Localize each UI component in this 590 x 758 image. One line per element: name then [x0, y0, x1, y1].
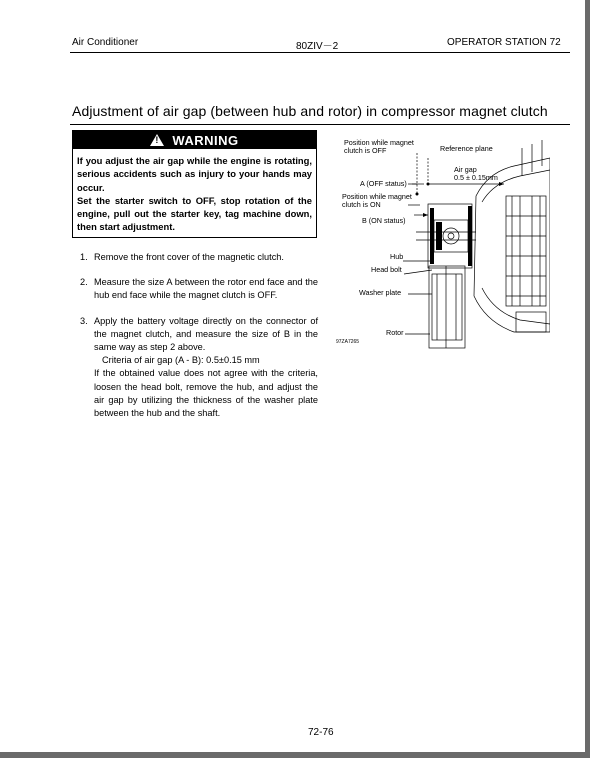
warning-body [73, 149, 316, 234]
warning-text-1: If you adjust the air gap while the engine is rotating, serious accidents such as injury to your hands may occur. [77, 155, 312, 193]
step-number: 2. [80, 277, 88, 288]
warning-title: WARNING [172, 132, 239, 148]
label-rotor: Rotor [386, 328, 404, 337]
header-chapter: OPERATOR STATION 72 [447, 37, 561, 48]
label-hub: Hub [390, 252, 404, 261]
step-2 [80, 276, 318, 302]
figure-code: 97ZA7265 [336, 339, 360, 345]
step-3 [80, 315, 318, 421]
title-rule [70, 124, 570, 125]
warning-triangle-icon: ! [150, 134, 164, 146]
label-air-gap: Air gap 0.5 ± 0.15mm [454, 165, 498, 182]
page-number: 72-76 [308, 727, 334, 738]
page-shadow-right [585, 0, 590, 758]
warning-box [72, 130, 317, 238]
label-b-on-status: B (ON status) [362, 216, 406, 225]
page-shadow-bottom [0, 752, 590, 758]
header-section-name: Air Conditioner [72, 37, 139, 48]
step-text: Measure the size A between the rotor end face and the hub end face while the magnet clutch is OFF. [94, 277, 318, 301]
label-a-off-status: A (OFF status) [360, 179, 407, 188]
label-position-on: Position while magnet clutch is ON [342, 192, 412, 209]
warning-text-2: Set the starter switch to OFF, stop rotation of the engine, pull out the starter key, tag machine down, then start adjustment. [77, 194, 312, 233]
clutch-diagram [336, 136, 550, 358]
section-title: Adjustment of air gap (between hub and rotor) in compressor magnet clutch [72, 103, 548, 119]
step-number: 1. [80, 252, 88, 262]
air-gap-criteria: Criteria of air gap (A - B): 0.5±0.15 mm [102, 355, 260, 366]
label-position-off: Position while magnet clutch is OFF [344, 138, 414, 155]
step-text: Remove the front cover of the magnetic clutch. [94, 252, 284, 262]
header-rule [70, 52, 570, 53]
warning-header [73, 131, 316, 149]
label-head-bolt: Head bolt [371, 265, 402, 274]
header-model: 80ZIV－2 [296, 41, 339, 52]
procedure-steps [80, 251, 318, 432]
clutch-drawing [336, 136, 550, 358]
label-reference-plane: Reference plane [440, 144, 493, 153]
step-text: Apply the battery voltage directly on the connector of the magnet clutch, and measure the size of B in the same way as step 2 above. [94, 315, 318, 353]
step-number: 3. [80, 315, 88, 326]
label-washer-plate: Washer plate [359, 288, 402, 297]
step-1 [80, 251, 318, 264]
step-text-continued: If the obtained value does not agree with the criteria, loosen the head bolt, remove the hub, and adjust the air gap by utilizing the thickness of the washer plate between the hub and the shaft. [94, 368, 318, 419]
